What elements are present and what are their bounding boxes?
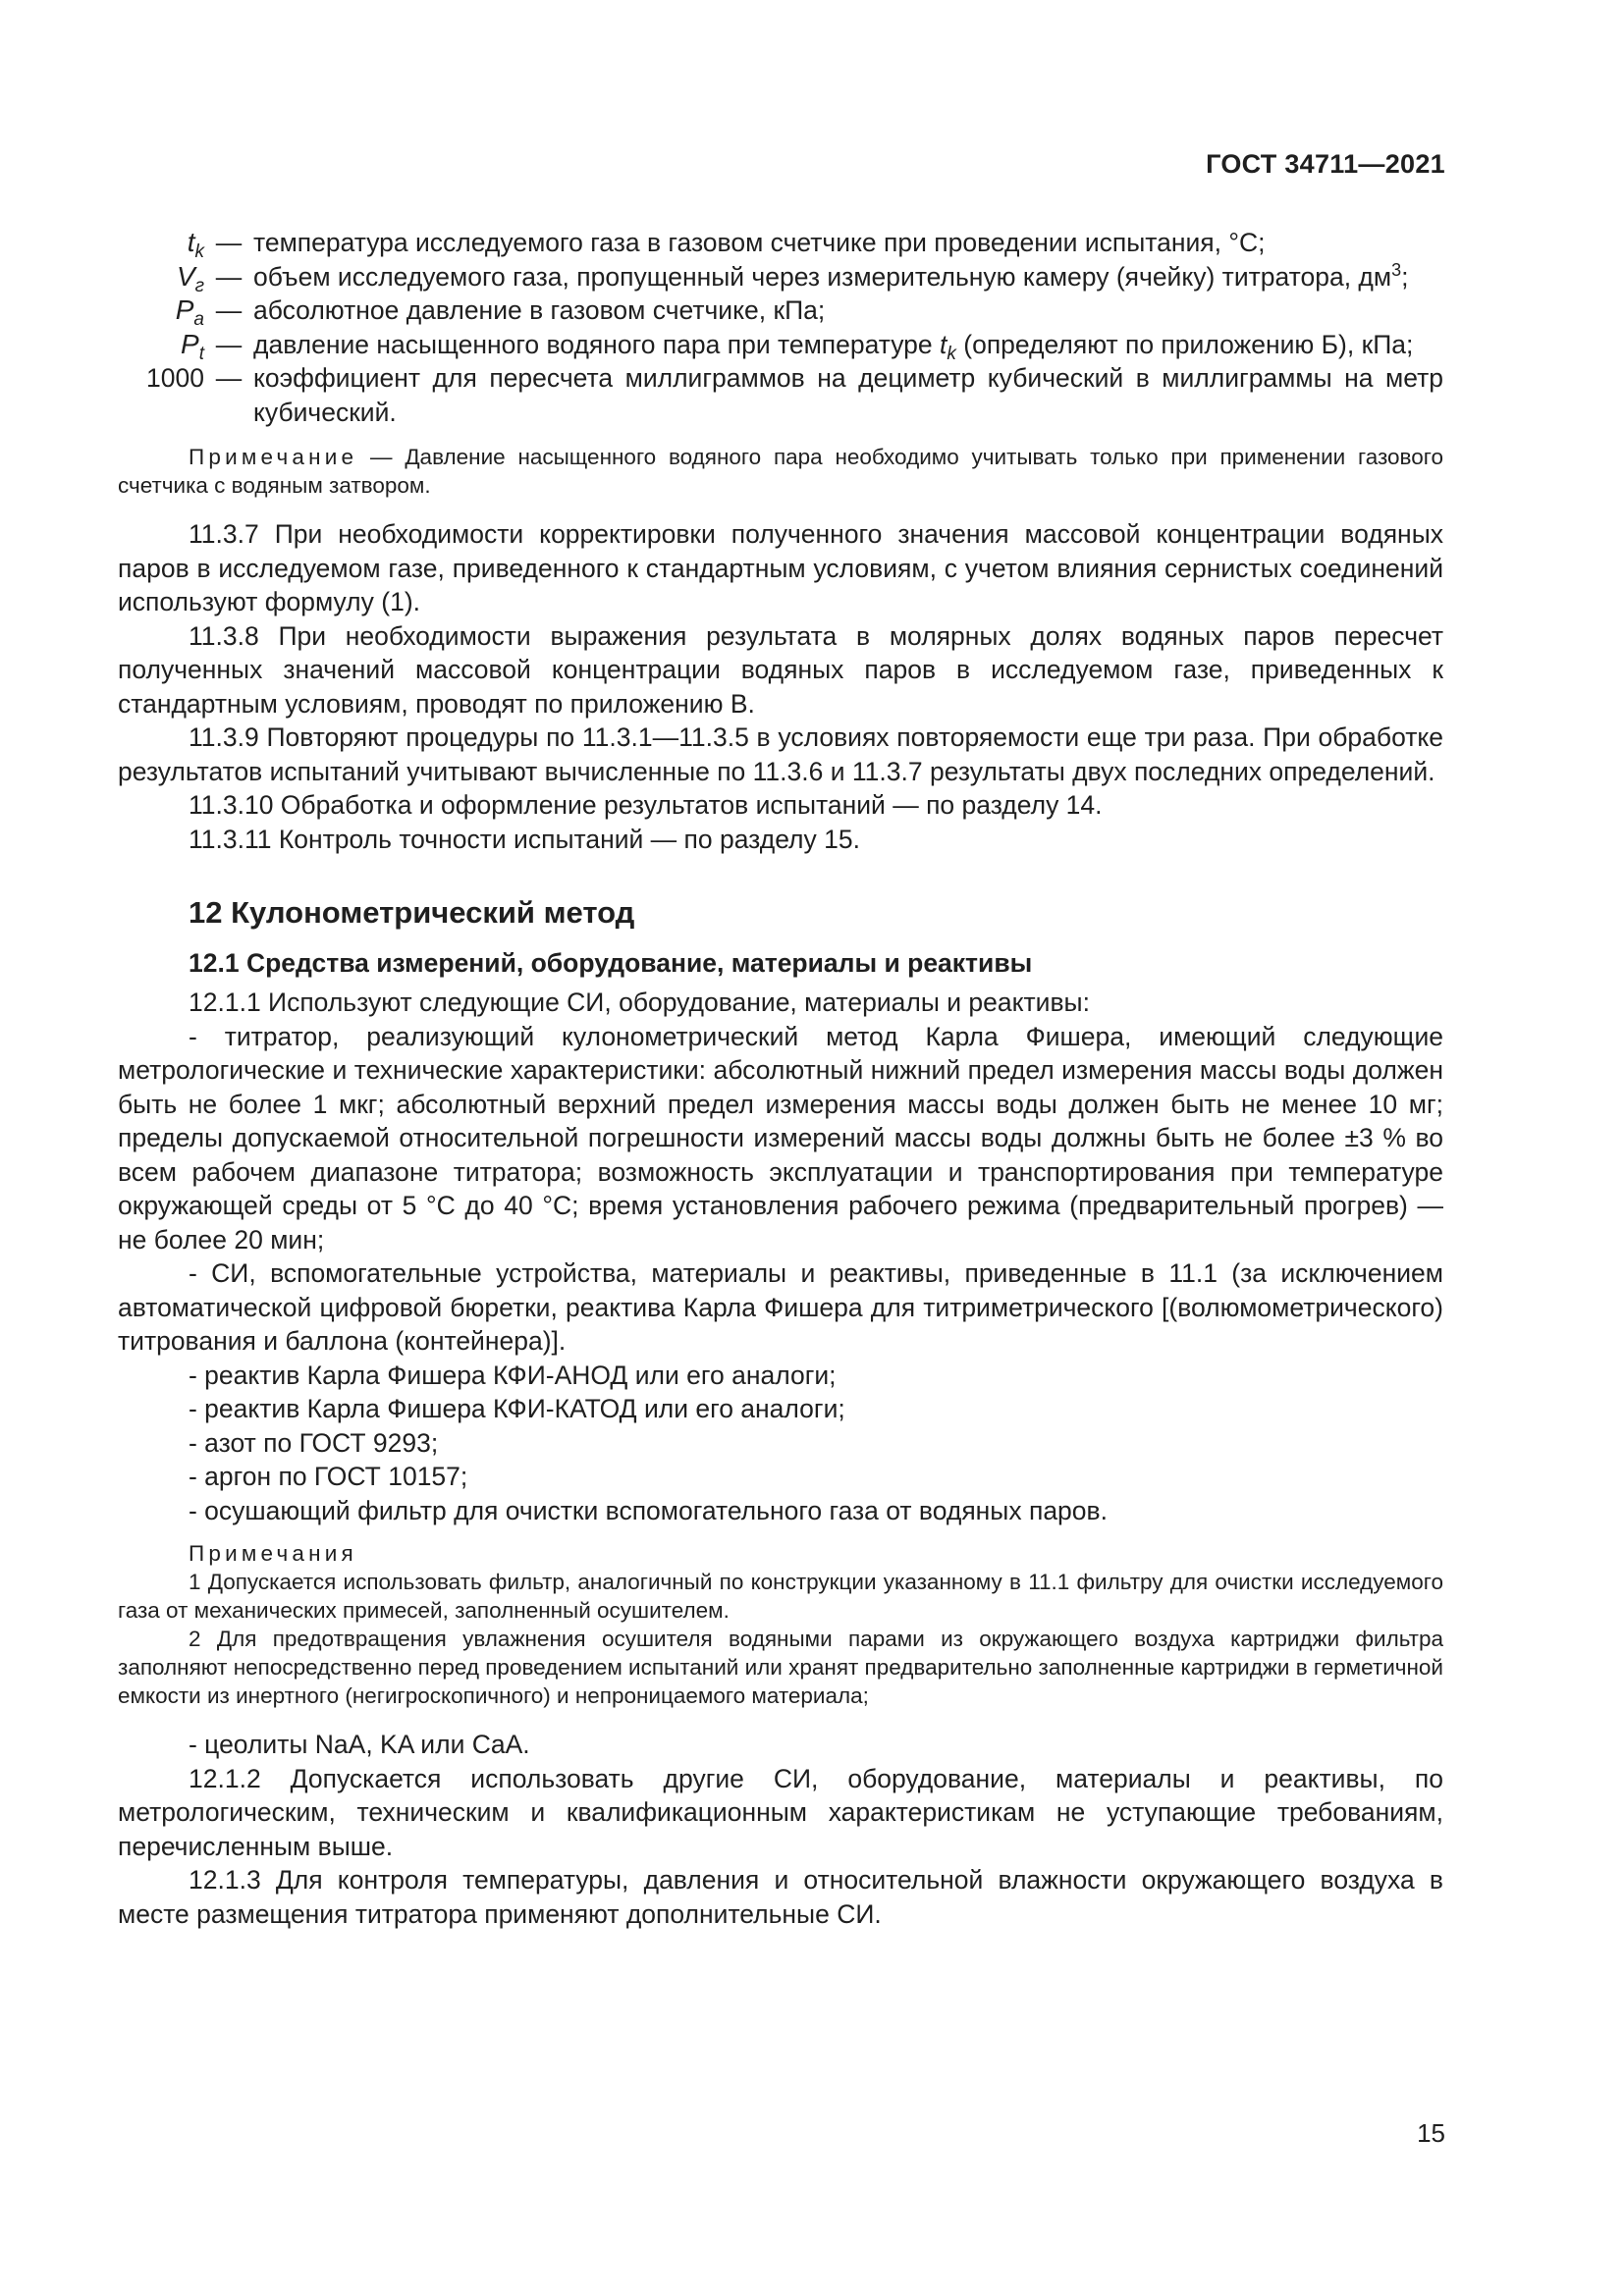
legend-row (118, 294, 1443, 328)
legend-description: коэффициент для пересчета миллиграммов на дециметр кубический в миллиграммы на метр кубический. (253, 363, 1443, 427)
legend-dash: — (215, 295, 243, 325)
legend-symbol-subscript: г (194, 275, 204, 296)
paragraph-12-1-2: 12.1.2 Допускается использовать другие СИ, оборудование, материалы и реактивы, по метрологическим, техническим и квалификационным характеристикам не уступающие требованиям, перечисленным выше. (118, 1763, 1443, 1861)
page-number: 15 (1417, 2118, 1445, 2148)
list-item: - реактив Карла Фишера КФИ-АНОД или его аналоги; (189, 1360, 837, 1390)
note-text: — Давление насыщенного водяного пара необходимо учитывать только при применении газового счетчика с водяным затвором. (118, 445, 1443, 498)
note (118, 443, 1443, 500)
legend-symbol-subscript: a (193, 309, 204, 330)
legend-symbol: 1000 (146, 363, 204, 393)
paragraph-12-1-3: 12.1.3 Для контроля температуры, давления и относительной влажности окружающего воздуха в месте размещения титратора применяют дополнительные СИ. (118, 1865, 1443, 1929)
legend-description: давление насыщенного водяного пара при температуре $t_k$ (определяют по приложению Б), кПа; (253, 329, 1414, 364)
legend-symbol: V (176, 260, 195, 292)
legend-symbol-subscript: t (198, 343, 204, 364)
legend-description: температура исследуемого газа в газовом счетчике при проведении испытания, °С; (253, 228, 1266, 257)
legend-dash: — (215, 363, 243, 393)
list-item: - аргон по ГОСТ 10157; (189, 1462, 468, 1491)
legend-symbol: P (175, 294, 194, 325)
paragraph-11-3-9: 11.3.9 Повторяют процедуры по 11.3.1—11.3.5 в условиях повторяемости еще три раза. При обработке результатов испытаний учитывают вычисленные по 11.3.6 и 11.3.7 результаты двух последних определений. (118, 722, 1443, 786)
note-item: 2 Для предотвращения увлажнения осушителя водяными парами из окружающего воздуха картриджи фильтра заполняют непосредственно перед проведением испытаний или хранят предварительно заполненные картриджи в герметичной емкости из инертного (негигроскопичного) и непроницаемого материала; (118, 1627, 1443, 1708)
notes-label: Примечания (189, 1541, 357, 1566)
legend-row (118, 361, 1443, 429)
list-item: - титратор, реализующий кулонометрический метод Карла Фишера, имеющий следующие метрологические и технические характеристики: абсолютный нижний предел измерения массы воды должен быть не более 1 мкг; абсолютный верхний предел измерения массы воды должен быть не менее 10 мг; пределы допускаемой относительной погрешности измерений массы воды должны быть не более ±3 % во всем рабочем диапазоне титратора; возможность эксплуатации и транспортирования при температуре окружающей среды от 5 °С до 40 °С; время установления рабочего режима (предварительный прогрев) — не более 20 мин; (118, 1021, 1443, 1255)
legend-symbol: P (181, 328, 199, 359)
page-content (118, 226, 1443, 1931)
standard-header: ГОСТ 34711—2021 (1206, 149, 1445, 179)
list-item: - реактив Карла Фишера КФИ-КАТОД или его аналоги; (189, 1394, 845, 1423)
paragraph-11-3-10: 11.3.10 Обработка и оформление результатов испытаний — по разделу 14. (189, 790, 1103, 820)
legend-row (118, 260, 1443, 294)
legend-row (118, 226, 1443, 260)
legend-dash: — (215, 261, 243, 292)
legend-symbol-subscript: k (194, 241, 204, 262)
legend-row (118, 328, 1443, 362)
legend-description: абсолютное давление в газовом счетчике, кПа; (253, 295, 826, 325)
paragraph-12-1-1: 12.1.1 Используют следующие СИ, оборудование, материалы и реактивы: (189, 988, 1090, 1017)
paragraph-11-3-11: 11.3.11 Контроль точности испытаний — по разделу 15. (189, 824, 860, 854)
legend-symbol: t (187, 227, 195, 257)
subsection-heading: 12.1 Средства измерений, оборудование, материалы и реактивы (189, 948, 1033, 978)
legend-description: объем исследуемого газа, пропущенный через измерительную камеру (ячейку) титратора, $дм^3$; (253, 259, 1409, 292)
list-item: - СИ, вспомогательные устройства, материалы и реактивы, приведенные в 11.1 (за исключением автоматической цифровой бюретки, реактива Карла Фишера для титриметрического [(волюмометрического) титрования и баллона (контейнера)]. (118, 1258, 1443, 1356)
list-item: - цеолиты NaA, KA или CaA. (189, 1730, 530, 1759)
paragraph-11-3-8: 11.3.8 При необходимости выражения результата в молярных долях водяных паров пересчет полученных значений массовой концентрации водяных паров в исследуемом газе, приведенных к стандартным условиям, проводят по приложению В. (118, 620, 1443, 719)
list-item: - осушающий фильтр для очистки вспомогательного газа от водяных паров. (189, 1495, 1108, 1525)
note-item: 1 Допускается использовать фильтр, аналогичный по конструкции указанному в 11.1 фильтру для очистки исследуемого газа от механических примесей, заполненный осушителем. (118, 1570, 1443, 1623)
list-item: - азот по ГОСТ 9293; (189, 1427, 439, 1458)
legend-dash: — (215, 329, 243, 359)
section-heading: 12 Кулонометрический метод (189, 895, 635, 930)
legend-dash: — (215, 228, 243, 257)
formula-legend (118, 226, 1443, 429)
note-label: Примечание (189, 445, 358, 469)
paragraph-11-3-7: 11.3.7 При необходимости корректировки полученного значения массовой концентрации водяных паров в исследуемом газе, приведенного к стандартным условиям, с учетом влияния сернистых соединений используют формулу (1). (118, 519, 1443, 616)
